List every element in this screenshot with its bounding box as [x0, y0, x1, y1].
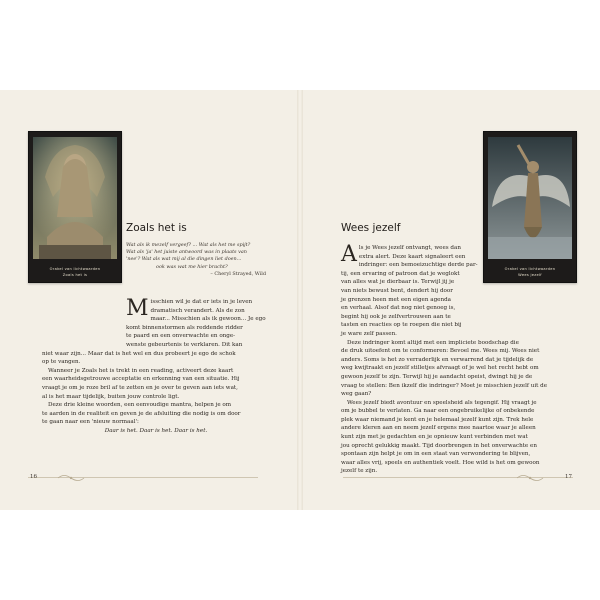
- drop-cap: M: [126, 296, 149, 321]
- body-line: om je bubbel te verlaten. Ga naar een ongebruikelijke of onbekende: [341, 408, 535, 415]
- body-line: niet waar zijn... Maar dat is het wel en dus probeert je ego de schok: [42, 350, 236, 357]
- body-line: isschien wil je dat er iets in je leven: [150, 299, 253, 305]
- page-number: 17: [565, 474, 572, 480]
- quote-attribution: – Cheryl Strayed, Wild: [210, 270, 266, 277]
- right-page: [303, 90, 600, 510]
- body-line: op te vangen.: [42, 359, 81, 366]
- card-caption-line1: Orakel van lichtwaarden: [504, 267, 556, 271]
- oracle-card-zoals-het-is: [28, 131, 122, 283]
- book-spread: [0, 90, 600, 510]
- body-line: van niets bewust bent, dendert hij door: [341, 287, 453, 294]
- page-title: Wees jezelf: [341, 222, 401, 234]
- body-line: spontaan zijn helpt je om in een staat van verwondering te blijven,: [341, 451, 531, 458]
- body-line: maar... Misschien als ik gewoon... Je ego: [150, 316, 266, 323]
- body-line: jou oprecht gelukkig maakt. Tijd doorbrengen in het onverwachte en: [341, 442, 537, 449]
- body-line: je grenzen heen met een eigen agenda: [341, 296, 451, 303]
- ornament-icon: [56, 473, 86, 483]
- epigraph-quote: [126, 242, 266, 278]
- body-line: van alles wat je dierbaar is. Terwijl jij je: [341, 279, 455, 286]
- body-line: tij, een ervaring of patroon dat je weglokt: [341, 270, 460, 277]
- body-line: gewoon jezelf te zijn. Terwijl hij je aandacht opeist, dwingt hij je de: [341, 373, 533, 380]
- card-caption-line2: Wees jezelf: [518, 273, 542, 277]
- body-line: kunt zijn met je gedachten en je opnieuw kunt verbinden met wat: [341, 434, 528, 441]
- drop-cap: A: [341, 242, 357, 267]
- body-line: jezelf te zijn.: [341, 468, 378, 475]
- winged-figure-illustration: [488, 137, 572, 259]
- body-line: vraag te stellen: Ben ikzelf die indringer? Moet je misschien jezelf uit de: [341, 382, 548, 389]
- body-line: komt binnenstormen als reddende ridder: [126, 324, 243, 331]
- body-line: Wees jezelf biedt avontuur en speelsheid als tegengif. Hij vraagt je: [347, 399, 537, 406]
- body-line: te gaan naar een 'nieuw normaal':: [42, 419, 139, 426]
- ornament-icon: [515, 473, 545, 483]
- body-line: al is het maar tijdelijk, buiten jouw controle ligt.: [42, 393, 180, 400]
- body-line: te paard en een onverwachte en onge-: [126, 333, 236, 340]
- body-line: vraagt je om je roze bril af te zetten en je over te geven aan iets wat,: [42, 384, 238, 391]
- quote-line: Wat als ik mezelf vergeef? ... Wat als het me spijt?: [126, 242, 251, 248]
- body-line: Wanneer je Zoals het is trekt in een reading, activeert deze kaart: [48, 367, 234, 374]
- left-page: [0, 90, 297, 510]
- body-line: een waarheidsgetrouwe acceptatie en erkenning van een situatie. Hij: [42, 376, 240, 383]
- body-line-mantra: Daar is het. Daar is het. Daar is het.: [104, 427, 208, 434]
- meditating-figure-illustration: [33, 137, 117, 259]
- quote-line: ook was wat me hier bracht?: [156, 263, 228, 270]
- body-line: anders. Soms is het zo verraderlijk en verwarrend dat je tijdelijk de: [341, 356, 534, 363]
- body-text: [341, 244, 569, 476]
- body-text: [42, 298, 270, 436]
- body-line: begint hij ook je zelfvertrouwen aan te: [341, 313, 451, 320]
- body-line: je ware zelf passen.: [341, 330, 397, 337]
- body-line: waar alles vrij, speels en authentiek voelt. Hoe wild is het om gewoon: [341, 459, 540, 466]
- body-line: Deze drie kleine woorden, een eenvoudige mantra, helpen je om: [48, 402, 232, 409]
- body-line: extra alert. Deze kaart signaleert een: [358, 253, 466, 260]
- body-line: andere kleren aan en neem jezelf ergens mee naartoe waar je alleen: [341, 425, 536, 432]
- body-line: weg kwijtraakt en jezelf stilletjes afvraagt of je wel het recht hebt om: [341, 365, 539, 372]
- body-line: Deze indringer komt altijd met een impliciete boodschap die: [347, 339, 519, 346]
- body-line: wenste gebeurtenis te verklaren. Dit kan: [126, 341, 243, 348]
- card-caption: [29, 266, 121, 278]
- body-line: en verhaal. Alsof dat nog niet genoeg is,: [341, 305, 456, 312]
- body-line: weg gaan?: [341, 391, 372, 398]
- quote-line: Wat als 'ja' het juiste antwoord was in plaats van: [126, 249, 247, 256]
- body-line: te aarden in de realiteit en geven je de afsluiting die nodig is om door: [42, 410, 241, 417]
- body-line: plek waar niemand je kent en je helemaal jezelf kunt zijn. Trek hele: [341, 416, 534, 423]
- body-line: indringer: een bemoeizuchtige derde par-: [358, 262, 478, 269]
- body-line: dramatisch verandert. Als de zon: [150, 307, 245, 314]
- page-title: Zoals het is: [126, 222, 187, 234]
- body-line: ls je Wees jezelf ontvangt, wees dan: [358, 245, 461, 251]
- quote-line: 'nee'? Wat als wat mij al die dingen liet doen...: [126, 256, 242, 263]
- body-line: tasten en reacties op te roepen die niet bij: [341, 322, 462, 329]
- page-number: 16: [30, 474, 37, 480]
- card-caption-line1: Orakel van lichtwaarden: [49, 267, 101, 271]
- card-caption-line2: Zoals het is: [62, 273, 88, 277]
- body-line: de druk uitoefent om te conformeren: Bevoel me. Wees mij. Wees niet: [341, 348, 540, 355]
